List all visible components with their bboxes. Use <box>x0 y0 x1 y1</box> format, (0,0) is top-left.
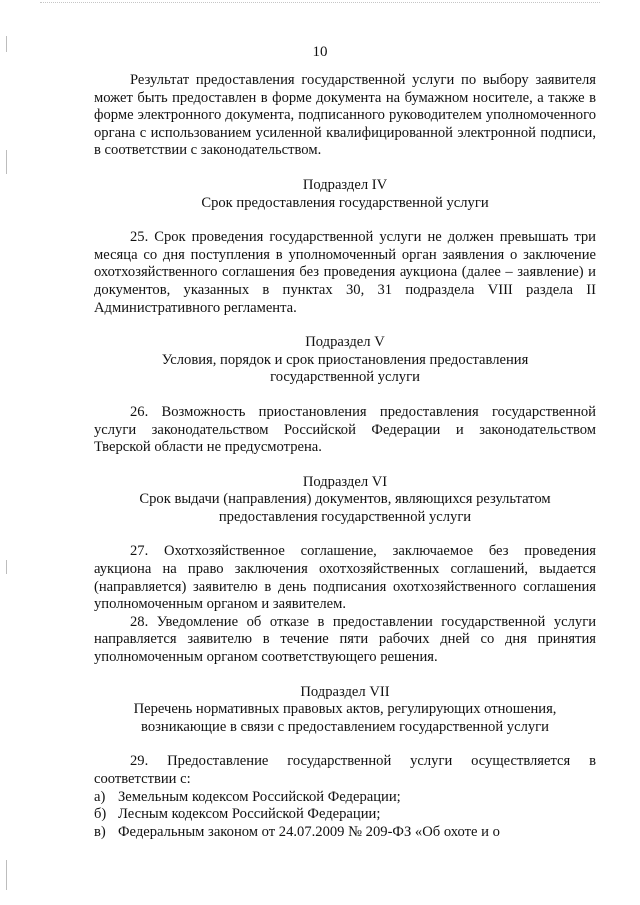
list-marker: в) <box>94 823 106 840</box>
list-item <box>94 824 596 842</box>
subsection-title: Срок предоставления государственной услуги <box>201 194 489 211</box>
paragraph-25: 25. Срок проведения государственной услуги не должен превышать три месяца со дня поступления в уполномоченный орган заявления о заключение охотхозяйственного соглашения без проведения аукциона (далее – заявление) и документов, указанных в пунктах 30, 31 подраздела VIII раздела II Административного регламента. <box>94 229 596 316</box>
list-marker: б) <box>94 806 107 823</box>
intro-paragraph: Результат предоставления государственной услуги по выбору заявителя может быть предоставлен в форме документа на бумажном носителе, а также в форме электронного документа, подписанного руководителем уполномоченного органа с использованием усиленной квалифицированной электронной подписи, в соответствии с законодательством. <box>94 72 596 159</box>
list-text: Федеральным законом от 24.07.2009 № 209-ФЗ «Об охоте и о <box>118 823 500 840</box>
list-text: Лесным кодексом Российской Федерации; <box>118 806 381 823</box>
subsection-title: возникающие в связи с предоставлением государственной услуги <box>141 718 549 735</box>
scan-artifact-margin <box>6 860 7 890</box>
subsection-number: Подраздел V <box>305 334 385 351</box>
subsection-title: Перечень нормативных правовых актов, регулирующих отношения, <box>133 701 557 718</box>
list-item <box>94 789 596 807</box>
subsection-number: Подраздел VI <box>302 473 388 490</box>
subsection-number: Подраздел VII <box>300 683 390 700</box>
scan-artifact-margin <box>6 150 7 174</box>
list-text: Земельным кодексом Российской Федерации; <box>118 788 401 805</box>
subsection-title: предоставления государственной услуги <box>218 508 472 525</box>
paragraph-28: 28. Уведомление об отказе в предоставлении государственной услуги направляется заявителю в течение пяти рабочих дней со дня принятия уполномоченным органом соответствующего решения. <box>94 613 596 666</box>
scan-artifact-top <box>40 2 600 6</box>
paragraph-26: 26. Возможность приостановления предоставления государственной услуги законодательством Российской Федерации и законодательством Тверской области не предусмотрена. <box>94 403 596 456</box>
subsection-title: государственной услуги <box>270 369 420 386</box>
document-body <box>94 72 596 841</box>
paragraph-29: 29. Предоставление государственной услуги осуществляется в соответствии с: <box>94 753 596 787</box>
list-item <box>94 806 596 824</box>
subsection-title: Срок выдачи (направления) документов, являющихся результатом <box>139 491 551 508</box>
page-number: 10 <box>312 44 328 60</box>
list-marker: а) <box>94 788 106 805</box>
subsection-number: Подраздел IV <box>302 176 388 193</box>
scan-artifact-margin <box>6 560 7 574</box>
paragraph-27: 27. Охотхозяйственное соглашение, заключаемое без проведения аукциона на право заключения охотхозяйственных соглашений, выдается (направляется) заявителю в день подписания охотхозяйственного соглашения уполномоченным органом и заявителем. <box>94 543 596 613</box>
subsection-title: Условия, порядок и срок приостановления предоставления <box>161 351 529 368</box>
